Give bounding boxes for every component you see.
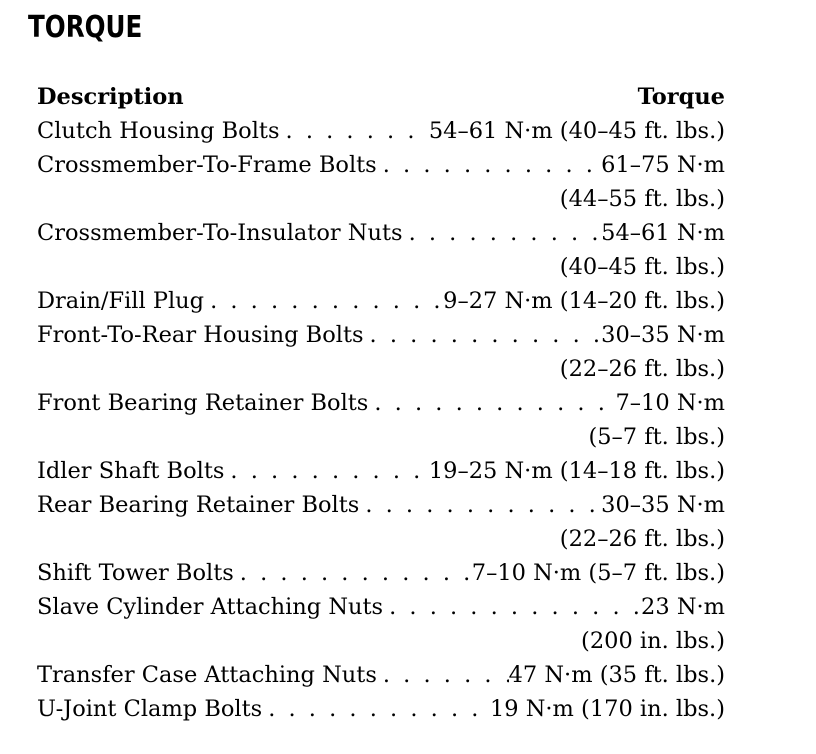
row-line <box>37 590 725 624</box>
row-torque: 61–75 N·m <box>601 152 725 178</box>
row-description: Rear Bearing Retainer Bolts <box>37 492 360 518</box>
row-torque: 19 N·m (170 in. lbs.) <box>489 696 725 722</box>
dot-leader <box>364 318 602 352</box>
table-row <box>37 454 725 488</box>
row-description: U-Joint Clamp Bolts <box>37 696 263 722</box>
dot-leader <box>359 488 601 522</box>
row-torque-imperial: (22–26 ft. lbs.) <box>559 356 725 382</box>
row-torque: 47 N·m (35 ft. lbs.) <box>508 662 725 688</box>
row-torque: 30–35 N·m <box>601 322 725 348</box>
table-row <box>37 692 725 726</box>
row-torque: 7–10 N·m (5–7 ft. lbs.) <box>471 560 725 586</box>
row-line <box>37 488 725 522</box>
row-line <box>37 692 725 726</box>
row-description: Transfer Case Attaching Nuts <box>37 662 377 688</box>
dot-leader <box>224 454 428 488</box>
row-line <box>37 556 725 590</box>
row-torque-imperial: (22–26 ft. lbs.) <box>559 526 725 552</box>
row-description: Drain/Fill Plug <box>37 288 205 314</box>
row-line <box>37 284 725 318</box>
row-torque-imperial: (40–45 ft. lbs.) <box>559 254 725 280</box>
row-line <box>37 454 725 488</box>
table-row <box>37 284 725 318</box>
row-description: Front-To-Rear Housing Bolts <box>37 322 364 348</box>
row-torque: 54–61 N·m <box>601 220 725 246</box>
page-title: TORQUE <box>28 10 143 45</box>
row-torque: 23 N·m <box>641 594 725 620</box>
dot-leader <box>234 556 472 590</box>
row-torque: 9–27 N·m (14–20 ft. lbs.) <box>443 288 725 314</box>
row-torque-imperial: (44–55 ft. lbs.) <box>559 186 725 212</box>
row-torque: 54–61 N·m (40–45 ft. lbs.) <box>428 118 725 144</box>
table-row <box>37 590 725 658</box>
table-row <box>37 318 725 386</box>
dot-leader <box>383 590 641 624</box>
dot-leader <box>368 386 615 420</box>
table-row <box>37 556 725 590</box>
dot-leader <box>262 692 490 726</box>
table-row <box>37 216 725 284</box>
row-line <box>37 114 725 148</box>
row-description: Idler Shaft Bolts <box>37 458 225 484</box>
row-line <box>37 386 725 420</box>
row-description: Slave Cylinder Attaching Nuts <box>37 594 384 620</box>
table-body <box>37 114 725 726</box>
dot-leader <box>377 658 509 692</box>
dot-leader <box>377 148 601 182</box>
table-row <box>37 148 725 216</box>
row-torque: 19–25 N·m (14–18 ft. lbs.) <box>428 458 725 484</box>
table-row <box>37 658 725 692</box>
row-line <box>37 216 725 250</box>
row-description: Clutch Housing Bolts <box>37 118 280 144</box>
row-description: Shift Tower Bolts <box>37 560 234 586</box>
row-line <box>37 318 725 352</box>
row-description: Crossmember-To-Frame Bolts <box>37 152 377 178</box>
table-row <box>37 114 725 148</box>
row-line <box>37 658 725 692</box>
table-row <box>37 488 725 556</box>
dot-leader <box>280 114 429 148</box>
table-header <box>37 80 725 114</box>
description-column-header: Description <box>37 84 184 110</box>
row-torque: 30–35 N·m <box>601 492 725 518</box>
torque-column-header: Torque <box>637 84 725 110</box>
dot-leader <box>403 216 602 250</box>
table-row <box>37 386 725 454</box>
row-torque-imperial: (200 in. lbs.) <box>581 628 725 654</box>
row-torque: 7–10 N·m <box>615 390 725 416</box>
dot-leader <box>204 284 443 318</box>
row-description: Crossmember-To-Insulator Nuts <box>37 220 403 246</box>
row-line <box>37 148 725 182</box>
torque-table <box>37 80 725 726</box>
row-description: Front Bearing Retainer Bolts <box>37 390 369 416</box>
row-torque-imperial: (5–7 ft. lbs.) <box>588 424 725 450</box>
